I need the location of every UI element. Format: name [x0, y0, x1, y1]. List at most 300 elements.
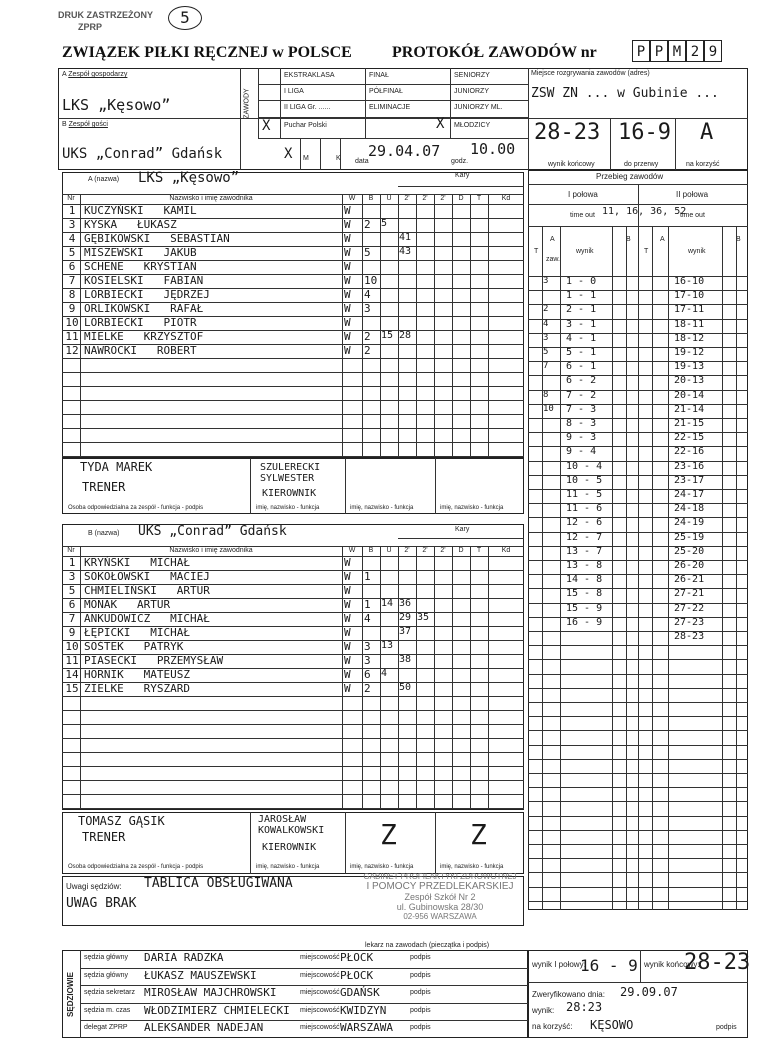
footer-half-value: 16 - 9	[580, 956, 638, 975]
progress-score: 6 - 1	[566, 361, 597, 373]
team-b-z2: Z	[470, 818, 487, 851]
player-b: 2	[364, 330, 371, 343]
progress-score-2: 27-23	[674, 616, 705, 628]
protocol-number-boxes	[632, 40, 722, 62]
player-nr: 3	[68, 218, 76, 231]
official-name: WŁODZIMIERZ CHMIELECKI	[144, 1003, 290, 1017]
player-w: W	[344, 218, 351, 231]
grid-line	[452, 546, 453, 808]
player-name: KYSKA ŁUKASZ	[84, 218, 177, 231]
progress-score-2: 26-21	[674, 574, 705, 586]
column-header: B	[368, 547, 374, 554]
progress-score: 5 - 1	[566, 347, 597, 358]
progress-score: 7 - 2	[566, 389, 597, 401]
player-nr: 1	[68, 556, 76, 569]
team-b-official1-role: TRENER	[82, 830, 126, 844]
player-b: 10	[364, 274, 378, 287]
grid-line	[62, 358, 524, 359]
player-w: W	[344, 274, 351, 287]
column-header: 2'	[404, 547, 410, 554]
druk-zastrzezony: DRUK ZASTRZEŻONY	[58, 10, 153, 20]
player-b: 5	[364, 246, 371, 259]
label-m: M	[303, 155, 309, 162]
grid-line	[80, 194, 81, 456]
grid-line	[398, 186, 524, 187]
grid-line	[528, 475, 748, 476]
team-b-table-name: UKS „Conrad” Gdańsk	[138, 524, 287, 539]
remarks-line2: UWAG BRAK	[66, 896, 137, 911]
grid-line	[542, 226, 543, 910]
label-k: K	[336, 155, 341, 162]
team-a-header: A (nazwa)	[88, 176, 120, 183]
player-name: MISZEWSKI JAKUB	[84, 246, 197, 259]
stamp-line1: GABINET PROFILAKTYKI ZDROWOTNEJ	[363, 872, 517, 881]
progress-score-2: 23-16	[674, 460, 705, 472]
grid-line	[626, 226, 627, 910]
timeout1-value: 11, 16, 36, 52	[602, 206, 687, 217]
grid-line	[528, 333, 748, 334]
progress-player-a: 3	[543, 276, 549, 286]
grid-line	[528, 844, 748, 845]
player-w: W	[344, 668, 351, 681]
nr-box: P	[650, 40, 668, 62]
official-role: sędzia główny	[84, 971, 128, 979]
grid-line	[62, 780, 524, 781]
progress-score: 1 - 1	[566, 290, 597, 302]
player-name: GĘBIKOWSKI SEBASTIAN	[84, 232, 230, 245]
official-sig-label: podpis	[410, 971, 431, 979]
team-a-nif-caption: imię, nazwisko - funkcja	[256, 505, 320, 511]
grid-line	[470, 194, 471, 456]
grid-line	[736, 226, 737, 910]
col-t1: T	[534, 248, 539, 255]
grid-line	[528, 773, 748, 774]
korzysc-value: KĘSOWO	[590, 1018, 634, 1032]
player-w: W	[344, 612, 351, 625]
progress-score: 12 - 7	[566, 531, 603, 543]
player-name: LORBIECKI PIOTR	[84, 316, 197, 329]
player-name: NAWROCKI ROBERT	[84, 344, 197, 357]
progress-player-a: 3	[543, 332, 549, 343]
grid-line	[528, 901, 748, 902]
progress-score-2: 19-13	[674, 361, 705, 373]
karne-label: na korzyść	[686, 161, 720, 168]
column-header: 2'	[422, 195, 428, 202]
team-b-official1-name: TOMASZ GĄSIK	[78, 814, 165, 828]
col-zaw1: zaw.	[546, 256, 561, 263]
grid-line	[528, 446, 748, 447]
grid-line	[416, 194, 417, 456]
player-name: KUCZYŃSKI KAMIL	[84, 204, 197, 217]
progress-score: 13 - 7	[566, 545, 603, 557]
player-w: W	[344, 330, 351, 343]
progress-score-2: 17-11	[674, 304, 705, 316]
grid-line	[528, 560, 748, 561]
grid-line	[528, 688, 748, 689]
timeout2-label: time out	[680, 212, 705, 219]
team-b-nif-caption2: imię, nazwisko - funkcja	[350, 864, 414, 870]
progress-score-2: 21-15	[674, 418, 705, 429]
official-name: DARIA RADZKA	[144, 951, 224, 964]
progress-score-2: 26-20	[674, 560, 705, 571]
player-w: W	[344, 260, 351, 273]
player-b: 1	[364, 570, 371, 583]
stamp-line4: ul. Gubinowska 28/30	[396, 902, 484, 912]
player-min1: 43	[399, 246, 412, 257]
progress-score-2: 20-14	[674, 389, 705, 401]
progress-score: 15 - 8	[566, 588, 603, 600]
progress-score: 3 - 1	[566, 318, 597, 330]
player-name: CHMIELIŃSKI ARTUR	[84, 584, 210, 597]
player-min1: 29	[399, 612, 412, 623]
progress-score-2: 22-16	[674, 446, 705, 458]
result-half: 16-9	[618, 120, 671, 145]
player-b: 2	[364, 682, 371, 695]
progress-score: 11 - 6	[566, 503, 603, 515]
column-header: B	[368, 195, 374, 202]
column-header: W	[348, 195, 356, 202]
grid-line	[528, 432, 748, 433]
grid-line	[528, 290, 748, 291]
official-sig-label: podpis	[410, 1006, 431, 1014]
player-name: KOSIELSKI FABIAN	[84, 274, 204, 287]
official-place-label: miejscowość	[300, 971, 340, 979]
progress-score: 1 - 0	[566, 276, 597, 287]
grid-line	[528, 674, 748, 675]
wynik-value: 28:23	[566, 1000, 603, 1014]
player-b: 2	[364, 344, 371, 357]
player-nr: 15	[65, 682, 79, 695]
progress-score: 16 - 9	[566, 616, 603, 628]
player-name: ŁĘPICKI MICHAŁ	[84, 626, 190, 639]
footer-final-value: 28-23	[684, 950, 751, 975]
grid-line	[528, 588, 748, 589]
footer-half-label: wynik I połowy:	[532, 960, 586, 969]
col-a1: A	[550, 236, 555, 243]
progress-score-2: 21-14	[674, 403, 705, 415]
sedziowie-label: SĘDZIOWIE	[65, 972, 75, 1017]
grid-line	[528, 645, 748, 646]
medical-stamp	[350, 872, 530, 921]
comp-i-liga: I LIGA	[284, 88, 304, 95]
player-name: ZIELKE RYSZARD	[84, 682, 190, 695]
grid-line	[528, 617, 748, 618]
grid-line	[62, 428, 524, 429]
grid-line	[434, 194, 435, 456]
grid-line	[380, 194, 381, 456]
team-a-official1-role: TRENER	[82, 480, 126, 494]
official-sig-label: podpis	[410, 1024, 431, 1032]
official-place-label: miejscowość	[300, 1024, 340, 1032]
progress-score-2: 24-17	[674, 489, 705, 500]
column-header: Nazwisko i imię zawodnika	[169, 195, 253, 202]
grid-line	[528, 745, 748, 746]
match-date: 29.04.07	[368, 142, 441, 160]
column-header: T	[476, 547, 482, 554]
official-name: ALEKSANDER NADEJAN	[144, 1021, 264, 1035]
grid-line	[62, 724, 524, 725]
team-a-name: LKS „Kęsowo”	[62, 96, 171, 114]
grid-line	[528, 858, 748, 859]
grid-line	[62, 766, 524, 767]
player-nr: 14	[65, 668, 79, 681]
x-mark-mlodzicy: X	[436, 116, 445, 132]
korzysc-label: na korzyść:	[532, 1022, 573, 1031]
official-place: WARSZAWA	[340, 1021, 393, 1035]
grid-line	[62, 710, 524, 711]
grid-line	[528, 390, 748, 391]
col-wynik2: wynik	[688, 248, 706, 255]
grid-line	[416, 546, 417, 808]
grid-line	[528, 816, 748, 817]
official-name: MIROSŁAW MAJCHROWSKI	[144, 986, 277, 1000]
column-header: W	[348, 547, 356, 554]
grid-line	[528, 319, 748, 320]
remarks-line1: TABLICA OBSŁUGIWANA	[144, 876, 293, 891]
player-b: 2	[364, 218, 371, 231]
team-b-kary: Kary	[455, 526, 470, 533]
progress-score: 11 - 5	[566, 489, 603, 500]
progress-score-2: 18-11	[674, 318, 705, 330]
official-place-label: miejscowość	[300, 1006, 340, 1014]
progress-score: 4 - 1	[566, 332, 597, 344]
player-min1: 37	[399, 626, 412, 637]
zweryf-label: Zweryfikowano dnia:	[532, 990, 605, 999]
nr-box: M	[668, 40, 686, 62]
form-title: ZWIĄZEK PIŁKI RĘCZNEJ w POLSCE	[62, 44, 352, 61]
player-w: W	[344, 682, 351, 695]
player-nr: 5	[68, 584, 76, 597]
remarks-label: Uwagi sędziów:	[66, 882, 122, 891]
grid-line	[62, 456, 524, 457]
player-w: W	[344, 232, 351, 245]
grid-line	[62, 414, 524, 415]
col-wynik1: wynik	[576, 248, 594, 255]
official-place-label: miejscowość	[300, 989, 340, 997]
grid-line	[528, 801, 748, 802]
grid-line	[488, 194, 489, 456]
column-header: Nr	[67, 195, 75, 202]
grid-line	[528, 461, 748, 462]
player-w: W	[344, 626, 351, 639]
player-u: 4	[381, 668, 388, 679]
team-b-caption: B Zespół gości	[62, 121, 108, 128]
progress-score-2: 25-20	[674, 545, 705, 557]
circle-number: 5	[168, 6, 202, 30]
progress-score: 12 - 6	[566, 517, 603, 529]
result-karne: A	[700, 120, 714, 145]
player-nr: 9	[68, 626, 76, 639]
player-w: W	[344, 654, 351, 667]
player-b: 6	[364, 668, 371, 681]
player-nr: 10	[65, 640, 79, 653]
player-nr: 6	[68, 260, 76, 273]
comp-mlodzicy: MŁODZICY	[454, 122, 491, 129]
half-label: do przerwy	[624, 161, 659, 168]
official-place: KWIDZYN	[340, 1003, 387, 1017]
team-a-nif-caption3: imię, nazwisko - funkcja	[440, 505, 504, 511]
official-place: PŁOCK	[340, 951, 374, 964]
player-u: 15	[381, 330, 394, 341]
nr-box: P	[632, 40, 650, 62]
player-min2: 35	[417, 612, 430, 623]
col-t2: T	[644, 248, 649, 255]
player-w: W	[344, 204, 351, 217]
stamp-line5: 02-956 WARSZAWA	[403, 912, 477, 921]
progress-title: Przebieg zawodów	[596, 172, 664, 181]
column-header: Kd	[501, 547, 511, 554]
grid-line	[668, 226, 669, 910]
team-b-official2-role: KIEROWNIK	[262, 842, 317, 853]
grid-line	[452, 194, 453, 456]
grid-line	[528, 347, 748, 348]
grid-line	[528, 872, 748, 873]
grid-line	[488, 546, 489, 808]
column-header: 2'	[422, 547, 428, 554]
grid-line	[62, 752, 524, 753]
team-b-nif-caption3: imię, nazwisko - funkcja	[440, 864, 504, 870]
comp-ii-liga: II LIGA Gr. ......	[284, 104, 331, 111]
progress-score-2: 19-12	[674, 347, 705, 358]
grid-line	[528, 503, 748, 504]
grid-line	[528, 830, 748, 831]
player-w: W	[344, 302, 351, 315]
player-w: W	[344, 556, 351, 569]
label-godz: godz.	[451, 158, 469, 165]
player-u: 14	[381, 598, 394, 609]
player-nr: 12	[65, 344, 79, 357]
venue-value: ZSW ZN ... w Gubinie ...	[531, 86, 719, 101]
grid-line	[528, 759, 748, 760]
player-w: W	[344, 246, 351, 259]
player-min1: 50	[399, 682, 412, 693]
player-name: ANKUDOWICZ MICHAŁ	[84, 612, 210, 625]
team-a-sig-caption: Osoba odpowiedzialna za zespół - funkcja - podpis	[68, 505, 204, 511]
grid-line	[528, 304, 748, 305]
official-sig-label: podpis	[410, 989, 431, 997]
grid-line	[62, 372, 524, 373]
player-name: KRYŃSKI MICHAŁ	[84, 556, 190, 569]
footer-podpis: podpis	[716, 1024, 737, 1031]
column-header: 2'	[440, 195, 446, 202]
grid-line	[528, 532, 748, 533]
comp-juniorzy-ml: JUNIORZY ML.	[454, 104, 503, 111]
player-name: HORNIK MATEUSZ	[84, 668, 190, 681]
timeout1-label: time out	[570, 212, 595, 219]
column-header: 2'	[440, 547, 446, 554]
team-a-caption: A Zespół gospodarzy	[62, 71, 128, 78]
progress-score: 13 - 8	[566, 560, 603, 571]
progress-player-a: 5	[543, 347, 549, 357]
player-min1: 28	[399, 330, 412, 341]
progress-score-2: 20-13	[674, 375, 705, 387]
player-nr: 10	[65, 316, 79, 329]
player-min1: 41	[399, 232, 412, 243]
grid-line	[528, 517, 748, 518]
grid-line	[398, 546, 399, 808]
player-b: 4	[364, 612, 371, 625]
player-nr: 5	[68, 246, 76, 259]
team-a-table-name: LKS „Kęsowo”	[138, 170, 240, 186]
player-u: 5	[381, 218, 388, 229]
stamp-caption: lekarz na zawodach (pieczątka i podpis)	[365, 942, 490, 949]
official-sig-label: podpis	[410, 954, 431, 961]
x-mark-m: X	[284, 146, 293, 162]
player-nr: 8	[68, 288, 76, 301]
progress-score-2: 28-23	[674, 631, 705, 642]
progress-score-2: 25-19	[674, 531, 705, 543]
final-label: wynik końcowy	[548, 161, 595, 168]
progress-score: 10 - 4	[566, 460, 603, 472]
grid-line	[62, 696, 524, 697]
grid-line	[62, 442, 524, 443]
team-a-nif-caption2: imię, nazwisko - funkcja	[350, 505, 414, 511]
column-header: D	[458, 195, 464, 202]
player-min1: 38	[399, 654, 412, 665]
comp-ekstraklasa: EKSTRAKLASA	[284, 72, 335, 79]
team-b-z1: Z	[380, 818, 397, 851]
player-b: 3	[364, 640, 371, 653]
player-nr: 9	[68, 302, 76, 315]
progress-score: 9 - 3	[566, 432, 597, 444]
player-name: SOŚTEK PATRYK	[84, 640, 184, 653]
nr-box: 9	[704, 40, 722, 62]
team-a-kary: Kary	[455, 172, 470, 179]
grid-line	[528, 659, 748, 660]
player-w: W	[344, 344, 351, 357]
col-b1: B	[626, 236, 631, 243]
grid-line	[560, 226, 561, 910]
grid-line	[722, 226, 723, 910]
grid-line	[342, 194, 343, 456]
column-header: D	[458, 547, 464, 554]
player-b: 3	[364, 302, 371, 315]
team-b-nif-caption: imię, nazwisko - funkcja	[256, 864, 320, 870]
official-name: ŁUKASZ MAUSZEWSKI	[144, 968, 257, 982]
grid-line	[62, 386, 524, 387]
column-header: U	[386, 547, 392, 554]
player-name: PIASECKI PRZEMYSŁAW	[84, 654, 224, 667]
progress-score: 7 - 3	[566, 403, 597, 415]
zawody-label: ZAWODY	[243, 88, 251, 119]
player-b: 3	[364, 654, 371, 667]
grid-line	[434, 546, 435, 808]
official-place: GDAŃSK	[340, 986, 380, 1000]
progress-score-2: 17-10	[674, 290, 705, 302]
player-w: W	[344, 570, 351, 583]
grid-line	[528, 404, 748, 405]
progress-score: 8 - 3	[566, 418, 597, 429]
col-b2: B	[736, 236, 741, 243]
progress-score: 14 - 8	[566, 574, 603, 586]
grid-line	[652, 226, 653, 910]
zprp-label: ZPRP	[78, 22, 103, 32]
protocol-title: PROTOKÓŁ ZAWODÓW nr	[392, 44, 597, 61]
player-nr: 7	[68, 274, 76, 287]
grid-line	[80, 546, 81, 808]
col-a2: A	[660, 236, 665, 243]
progress-score: 9 - 4	[566, 446, 597, 458]
progress-score: 2 - 1	[566, 304, 597, 316]
player-nr: 7	[68, 612, 76, 625]
team-b-header: B (nazwa)	[88, 530, 120, 537]
progress-score: 6 - 2	[566, 375, 597, 387]
zweryf-date: 29.09.07	[620, 985, 678, 999]
player-name: SCHENE KRYSTIAN	[84, 260, 197, 273]
comp-juniorzy: JUNIORZY	[454, 88, 489, 95]
player-name: ORLIKOWSKI RAFAŁ	[84, 302, 204, 315]
column-header: Nr	[67, 547, 75, 554]
